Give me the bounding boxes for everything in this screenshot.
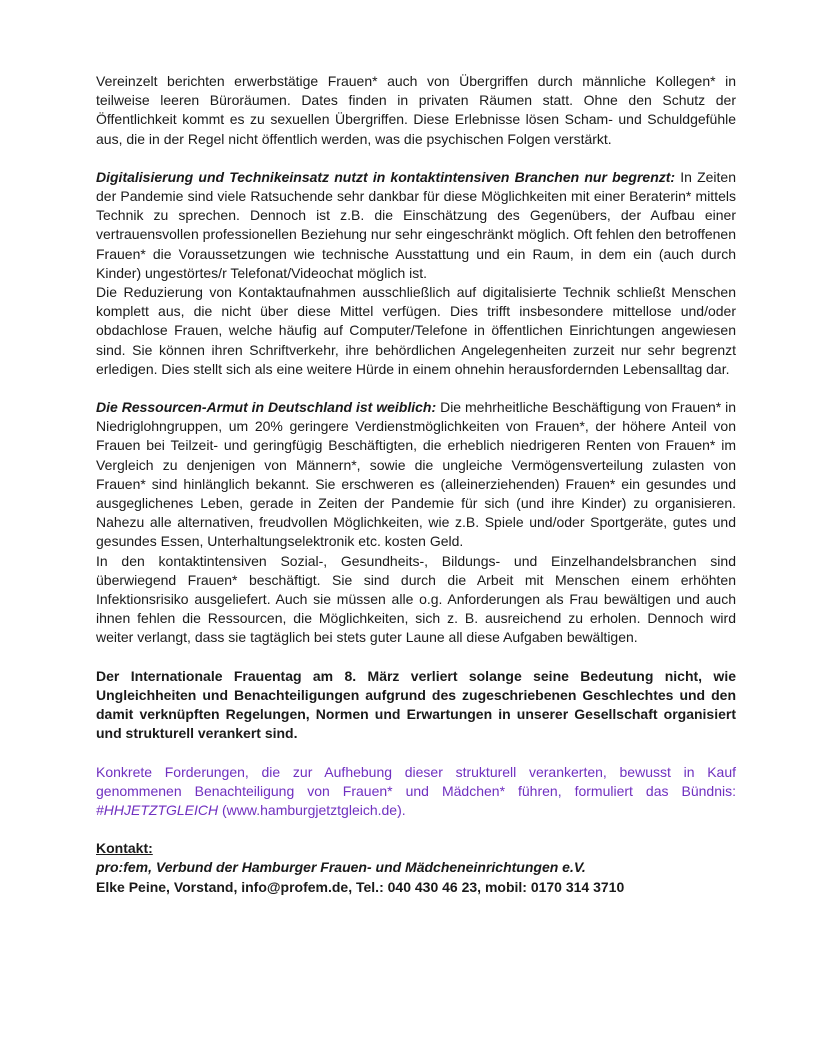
spacer: [96, 648, 736, 667]
hashtag: #HHJETZTGLEICH: [96, 801, 219, 818]
demands-paragraph: [96, 763, 736, 821]
spacer: [96, 149, 736, 168]
statement-paragraph: Der Internationale Frauentag am 8. März verliert solange seine Bedeutung nicht, wie Ungleichheiten und Benachteiligungen aufgrund des zugeschriebenen Geschlechtes und den damit verknüpften Regelungen, Normen und Erwartungen in unserer Gesellschaft organisiert und strukturell verankert sind.: [96, 667, 736, 742]
section-resources-lead: Die Ressourcen-Armut in Deutschland ist weiblich:: [96, 399, 437, 416]
spacer: [96, 820, 736, 839]
section-digitalization-continued: Die Reduzierung von Kontaktaufnahmen ausschließlich auf digitalisierte Technik schließt Menschen komplett aus, die nicht über diese Mittel verfügen. Dies trifft insbesondere mittellose und/oder obdachlose Frauen, welche häufig auf Computer/Telefone in öffentlichen Einrichtungen angewiesen sind. Sie können ihren Schriftverkehr, ihre behördlichen Angelegenheiten zurzeit nur sehr begrenzt erledigen. Dies stellt sich als eine weitere Hürde in einem ohnehin herausfordernden Lebensalltag dar.: [96, 284, 736, 377]
section-resources: [96, 398, 736, 552]
contact-organization: pro:fem, Verbund der Hamburger Frauen- und Mädcheneinrichtungen e.V.: [96, 859, 586, 876]
section-digitalization: [96, 168, 736, 283]
demands-text: Konkrete Forderungen, die zur Aufhebung dieser strukturell verankerten, bewusst in Kauf genommenen Benachteiligung von Frauen* und Mädchen* führen, formuliert das Bündnis:: [96, 763, 736, 799]
section-digitalization-lead: Digitalisierung und Technikeinsatz nutzt in kontaktintensiven Branchen nur begrenzt:: [96, 168, 676, 185]
paragraph-harassment: Vereinzelt berichten erwerbstätige Frauen* auch von Übergriffen durch männliche Kollegen* in teilweise leeren Büroräumen. Dates finden in privaten Räumen statt. Ohne den Schutz der Öffentlichkeit kommt es zu sexuellen Übergriffen. Diese Erlebnisse lösen Scham- und Schuldgefühle aus, die in der Regel nicht öffentlich werden, was die psychischen Folgen verstärkt.: [96, 73, 736, 147]
section-digitalization-text: In Zeiten der Pandemie sind viele Ratsuchende sehr dankbar für diese Möglichkeiten mit einer Beraterin* mittels Technik zu sprechen. Dennoch ist z.B. die Einschätzung des Gegenübers, der Aufbau einer vertrauensvollen professionellen Beziehung nur sehr eingeschränkt möglich. Oft fehlen den betroffenen Frauen* die Voraussetzungen wie technische Ausstattung und ein Raum, in dem ein (auch durch Kinder) ungestörtes/r Telefonat/Videochat möglich ist.: [96, 168, 736, 281]
spacer: [96, 379, 736, 398]
contact-person: Elke Peine, Vorstand, info@profem.de, Tel.: 040 430 46 23, mobil: 0170 314 3710: [96, 878, 625, 895]
website-link[interactable]: (www.hamburgjetztgleich.de).: [218, 801, 406, 818]
document-page: [96, 72, 736, 897]
spacer: [96, 744, 736, 763]
section-resources-continued: In den kontaktintensiven Sozial-, Gesundheits-, Bildungs- und Einzelhandelsbranchen sind überwiegend Frauen* beschäftigt. Sie sind durch die Arbeit mit Menschen einem erhöhten Infektionsrisiko ausgeliefert. Auch sie müssen alle o.g. Anforderungen als Frau bewältigen und auch ihnen fehlen die Ressourcen, die Möglichkeiten, sich z. B. ausreichend zu erholen. Dennoch wird weiter verlangt, dass sie tagtäglich bei stets guter Laune all diese Aufgaben bewältigen.: [96, 552, 736, 646]
contact-heading: Kontakt:: [96, 840, 153, 857]
section-resources-text: Die mehrheitliche Beschäftigung von Frauen* in Niedriglohngruppen, um 20% geringere Verdienstmöglichkeiten von Frauen*, der höhere Anteil von Frauen bei Teilzeit- und geringfügig Beschäftigten, die erheblich niedrigeren Renten von Frauen* im Vergleich zu denjenigen von Männern*, sowie die ungleiche Vermögensverteilung zulasten von Frauen* sind hinlänglich bekannt. Sie erschweren es (alleinerziehenden) Frauen* ein gesundes und ausgeglichenes Leben, gerade in Zeiten der Pandemie für sich (und ihre Kinder) zu organisieren. Nahezu alle alternativen, freudvollen Möglichkeiten, wie z.B. Spiele und/oder Sportgeräte, gutes und gesundes Essen, Unterhaltungselektronik etc. kosten Geld.: [96, 399, 736, 550]
contact-block: [96, 839, 736, 897]
